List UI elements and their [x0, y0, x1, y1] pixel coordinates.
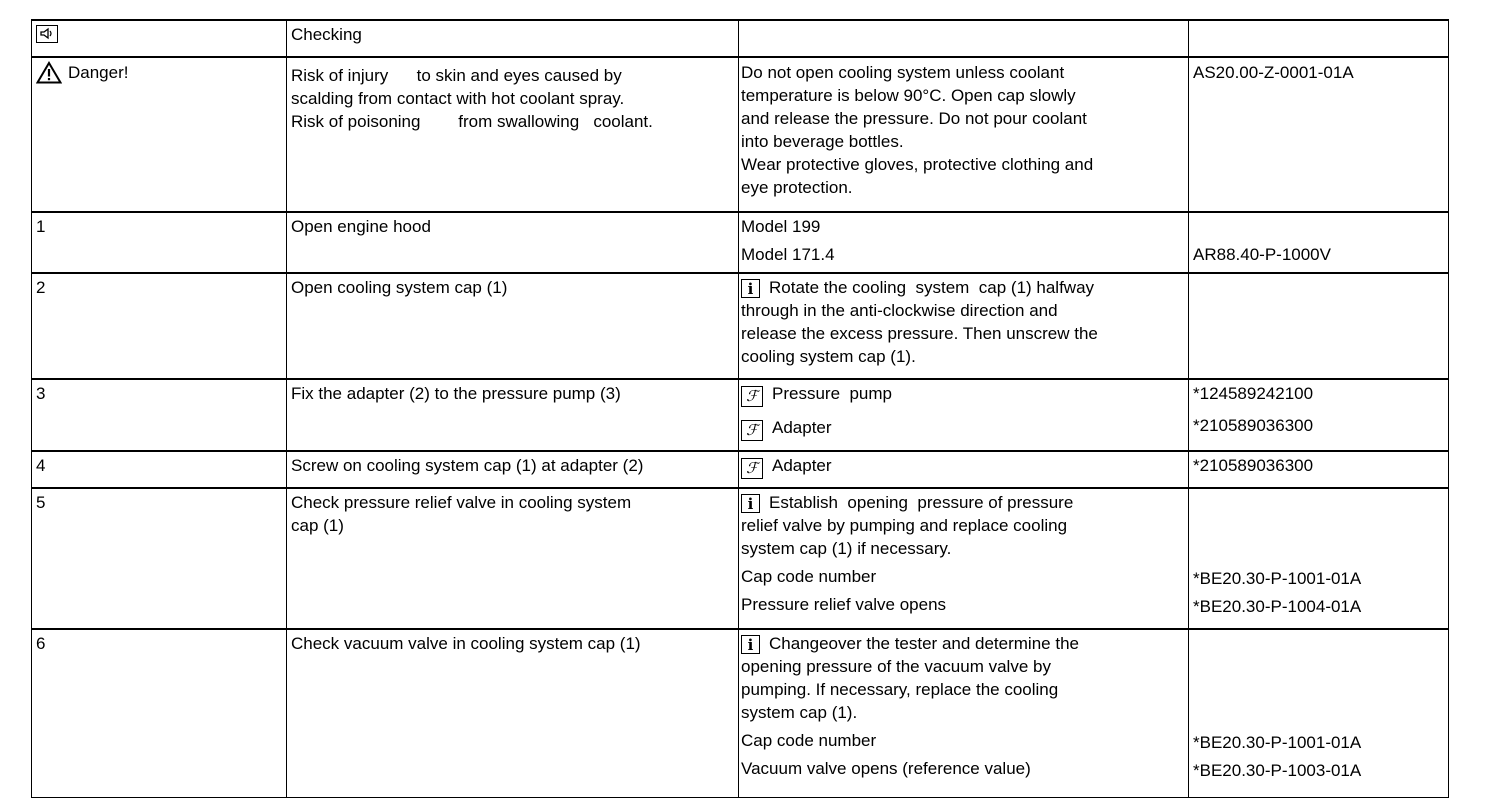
header-icon-cell — [32, 20, 287, 57]
danger-label: Danger! — [36, 61, 128, 84]
step-action: Check vacuum valve in cooling system cap (1) — [291, 634, 641, 653]
spec-label: Vacuum valve opens (reference value) — [741, 759, 1031, 778]
header-row — [32, 20, 1449, 57]
reference-code: AR88.40-P-1000V — [1193, 245, 1331, 264]
tool-name: Adapter — [772, 456, 832, 475]
info-text: release the excess pressure. Then unscrew the — [741, 324, 1098, 343]
info-text: system cap (1). — [741, 703, 858, 722]
info-text: Changeover the tester and determine the — [769, 634, 1079, 653]
info-text: Establish opening pressure of pressure — [769, 493, 1074, 512]
spec-label: Cap code number — [741, 567, 877, 586]
instruction-line: temperature is below 90°C. Open cap slowly — [741, 86, 1076, 105]
info-icon: i — [741, 279, 760, 298]
instruction-line: Wear protective gloves, protective clothing and — [741, 155, 1094, 174]
info-icon: i — [741, 635, 760, 654]
danger-row — [32, 57, 1449, 212]
step-number: 1 — [36, 217, 46, 236]
step-row-6 — [32, 629, 1449, 797]
risk-line: Risk of poisoning from swallowing coolant. — [291, 112, 653, 131]
info-text: relief valve by pumping and replace cooling — [741, 516, 1068, 535]
step-action: Check pressure relief valve in cooling system — [291, 493, 632, 512]
step-number: 5 — [36, 493, 46, 512]
reference-code: AS20.00-Z-0001-01A — [1193, 63, 1354, 82]
instruction-line: eye protection. — [741, 178, 853, 197]
risk-line: Risk of injury to skin and eyes caused by — [291, 66, 622, 85]
wrench-icon: ℱ — [741, 458, 763, 479]
step-action: Open engine hood — [291, 217, 431, 236]
warning-triangle-icon — [36, 61, 62, 84]
part-number: *210589036300 — [1193, 416, 1314, 435]
info-text: pumping. If necessary, replace the cooling — [741, 680, 1059, 699]
wrench-icon: ℱ — [741, 386, 763, 407]
spec-label: Pressure relief valve opens — [741, 595, 947, 614]
risk-line: scalding from contact with hot coolant spray. — [291, 89, 625, 108]
tool-name: Pressure pump — [772, 384, 892, 403]
step-number: 3 — [36, 384, 46, 403]
step-row-2 — [32, 273, 1449, 379]
reference-code: *BE20.30-P-1003-01A — [1193, 761, 1362, 780]
model-note: Model 171.4 — [741, 245, 835, 264]
wrench-icon: ℱ — [741, 420, 763, 441]
info-text: through in the anti-clockwise direction and — [741, 301, 1058, 320]
instruction-line: and release the pressure. Do not pour coolant — [741, 109, 1087, 128]
step-number: 4 — [36, 456, 46, 475]
step-row-5 — [32, 488, 1449, 629]
reference-code — [1193, 215, 1444, 238]
model-note: Model 199 — [741, 217, 821, 236]
info-text: system cap (1) if necessary. — [741, 539, 952, 558]
step-action: cap (1) — [291, 516, 344, 535]
step-number: 6 — [36, 634, 46, 653]
tool-name: Adapter — [772, 418, 832, 437]
step-number: 2 — [36, 278, 46, 297]
section-title: Checking — [291, 25, 362, 44]
info-text: Rotate the cooling system cap (1) halfway — [769, 278, 1095, 297]
reference-code: *BE20.30-P-1001-01A — [1193, 569, 1362, 588]
info-text: cooling system cap (1). — [741, 347, 916, 366]
reference-code: *BE20.30-P-1004-01A — [1193, 597, 1362, 616]
step-action: Open cooling system cap (1) — [291, 278, 508, 297]
spec-label: Cap code number — [741, 731, 877, 750]
step-row-1 — [32, 212, 1449, 273]
part-number: *124589242100 — [1193, 384, 1314, 403]
procedure-table — [31, 19, 1449, 798]
info-text: opening pressure of the vacuum valve by — [741, 657, 1051, 676]
step-action: Screw on cooling system cap (1) at adapter (2) — [291, 456, 644, 475]
step-row-4 — [32, 451, 1449, 488]
step-row-3 — [32, 379, 1449, 451]
info-icon: i — [741, 494, 760, 513]
speaker-icon — [36, 25, 58, 43]
step-action: Fix the adapter (2) to the pressure pump (3) — [291, 384, 621, 403]
instruction-line: into beverage bottles. — [741, 132, 904, 151]
reference-code: *BE20.30-P-1001-01A — [1193, 733, 1362, 752]
header-title-cell — [287, 20, 739, 57]
instruction-line: Do not open cooling system unless coolant — [741, 63, 1065, 82]
part-number: *210589036300 — [1193, 456, 1314, 475]
